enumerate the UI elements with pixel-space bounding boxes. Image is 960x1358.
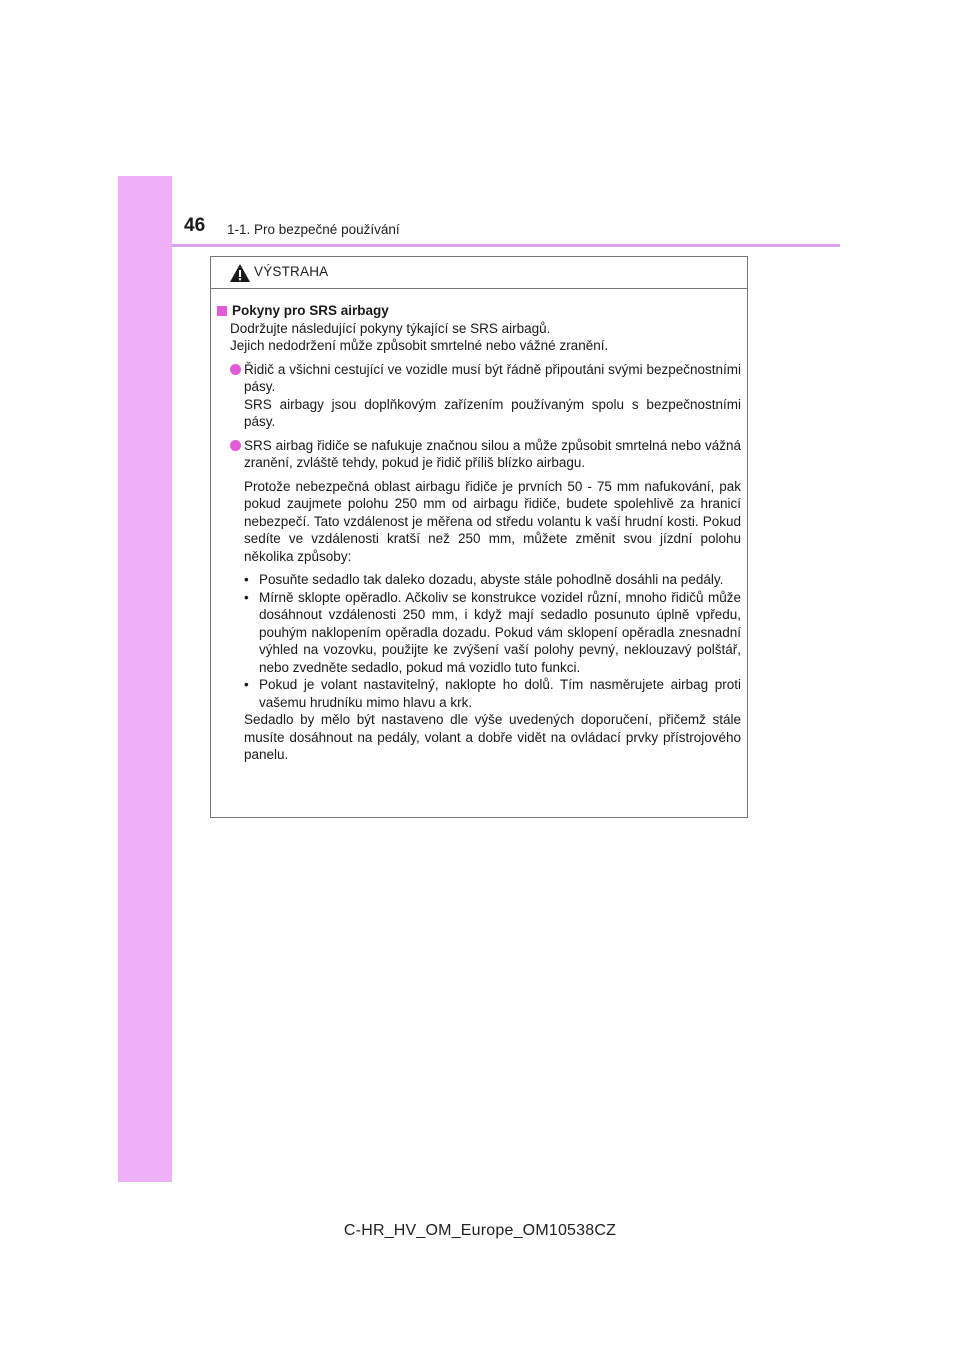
sub-list-text: Mírně sklopte opěradlo. Ačkoliv se konstrukce vozidel různí, mnoho řidičů může dosáhnout vzdálenosti 250 mm, i když mají sedadlo posunuto úplně vpředu, pouhým naklopením opěradla dozadu. Pokud vám sklopení opěradla znesnadní výhled na vozovku, použijte ke zvýšení vaší polohy pevný, neklouzavý polštář, nebo zvedněte sedadlo, pokud má vozidlo tuto funkci. bbox=[259, 589, 741, 675]
sub-list-item bbox=[244, 676, 741, 711]
warning-section-title: Pokyny pro SRS airbagy bbox=[232, 303, 389, 318]
warning-body bbox=[211, 289, 747, 764]
sub-list-marker: • bbox=[244, 677, 249, 692]
list-item-text: SRS airbagy jsou doplňkovým zařízením používaným spolu s bezpečnostními pásy. bbox=[244, 396, 741, 429]
intro-line: Jejich nedodržení může způsobit smrtelné nebo vážné zranění. bbox=[230, 338, 609, 353]
list-item bbox=[230, 361, 741, 431]
running-header: 1-1. Pro bezpečné používání bbox=[227, 222, 400, 237]
side-tab-band bbox=[118, 176, 172, 1182]
header-rule bbox=[172, 244, 840, 247]
warning-box bbox=[210, 256, 748, 818]
sub-list-text: Posuňte sedadlo tak daleko dozadu, abyste stále pohodlně dosáhli na pedály. bbox=[259, 572, 724, 587]
warning-label: VÝSTRAHA bbox=[254, 264, 329, 279]
intro-line: Dodržujte následující pokyny týkající se SRS airbagů. bbox=[230, 320, 551, 336]
warning-section-heading bbox=[217, 302, 741, 320]
list-item-text: Řidič a všichni cestující ve vozidle musí být řádně připoutáni svými bezpečnostními pásy. bbox=[244, 361, 741, 394]
list-item bbox=[230, 437, 741, 472]
detail-paragraph: Protože nebezpečná oblast airbagu řidiče je prvních 50 - 75 mm nafukování, pak pokud zaujmete polohu 250 mm od airbagu řidiče, budete spolehlivě za hranicí nebezpečí. Tato vzdálenost je měřena od středu volantu k vaší hrudní kosti. Pokud sedíte ve vzdálenosti kratší než 250 mm, můžete změnit svou jízdní polohu několika způsoby: bbox=[244, 478, 741, 564]
sub-list-marker: • bbox=[244, 589, 249, 605]
list-item-text: SRS airbag řidiče se nafukuje značnou silou a může způsobit smrtelná nebo vážná zranění, zvláště tehdy, pokud je řidič příliš blízko airbagu. bbox=[244, 437, 741, 470]
warning-triangle-icon bbox=[229, 263, 251, 283]
page-number: 46 bbox=[184, 215, 206, 236]
sub-list-text: Pokud je volant nastavitelný, naklopte ho dolů. Tím nasměrujete airbag proti vašemu hrudníku mimo hlavu a krk. bbox=[259, 677, 741, 710]
sub-list-item bbox=[244, 589, 741, 677]
square-bullet-icon bbox=[217, 306, 227, 316]
sub-list-marker: • bbox=[244, 572, 249, 587]
warning-header bbox=[211, 257, 747, 289]
round-bullet-icon bbox=[230, 364, 241, 375]
closing-paragraph: Sedadlo by mělo být nastaveno dle výše uvedených doporučení, přičemž stále musíte dosáhnout na pedály, volant a dobře vidět na ovládací prvky přístrojového panelu. bbox=[244, 712, 741, 762]
document-code: C-HR_HV_OM_Europe_OM10538CZ bbox=[343, 1222, 617, 1239]
round-bullet-icon bbox=[230, 440, 241, 451]
sub-list-item bbox=[244, 571, 741, 589]
